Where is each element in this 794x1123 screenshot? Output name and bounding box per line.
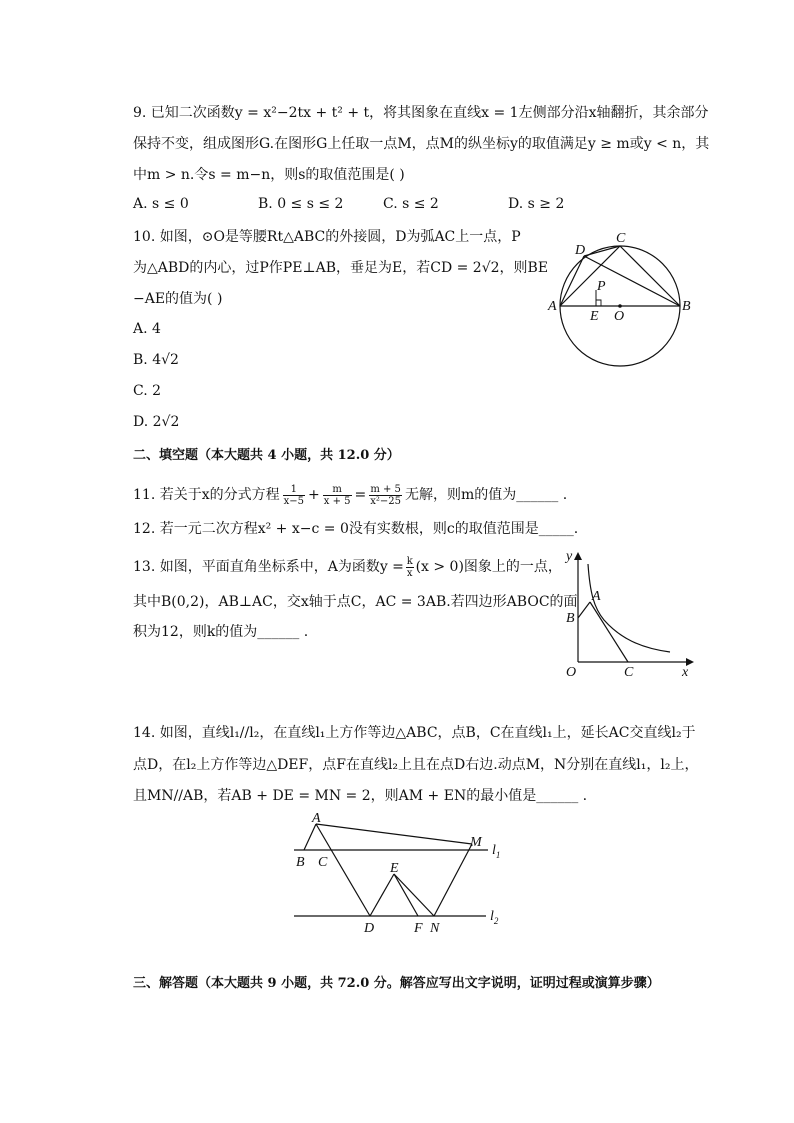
q13-label-a: A xyxy=(592,589,601,604)
q10-label-a: A xyxy=(548,299,557,314)
q13-coordinate-figure xyxy=(560,548,700,684)
q10-label-c: C xyxy=(616,231,626,246)
q10-option-c: C. 2 xyxy=(133,383,162,399)
q11-fraction-3-numerator: m + 5 xyxy=(370,483,401,495)
q10-line2: 为△ABD的内心，过P作PE⊥AB，垂足为E，若CD = 2√2，则BE xyxy=(133,260,549,276)
q12-line: 12. 若一元二次方程x² + x−c = 0没有实数根，则c的取值范围是_____. xyxy=(133,521,579,537)
q10-line1: 10. 如图，⊙O是等腰Rt△ABC的外接圆，D为弧AC上一点，P xyxy=(133,229,521,245)
q9-option-a: A. s ≤ 0 xyxy=(133,196,189,212)
q10-label-e: E xyxy=(590,309,599,324)
q13-prefix: 13. 如图，平面直角坐标系中，A为函数y = xyxy=(133,559,404,575)
q14-line1: 14. 如图，直线l₁//l₂，在直线l₁上方作等边△ABC，点B，C在直线l₁上，延长AC交直线l₂于 xyxy=(133,725,696,741)
q14-parallel-lines-figure xyxy=(288,808,508,938)
q14-label-d: D xyxy=(364,921,375,936)
q11-suffix: 无解，则m的值为______ . xyxy=(405,487,568,503)
q14-label-l1-base: l xyxy=(492,843,496,858)
q10-line3: −AE的值为( ) xyxy=(133,291,223,307)
q11-prefix: 11. 若关于x的分式方程 xyxy=(133,487,280,503)
q11-fraction-2-denominator: x + 5 xyxy=(323,495,351,507)
q11-plus: + xyxy=(308,487,320,503)
q10-option-b: B. 4√2 xyxy=(133,352,179,368)
q10-label-b: B xyxy=(682,299,691,314)
q14-line3: 且MN//AB，若AB + DE = MN = 2，则AM + EN的最小值是______ . xyxy=(133,788,588,804)
q9-line1: 9. 已知二次函数y = x²−2tx + t² + t，将其图象在直线x = 1左侧部分沿x轴翻折，其余部分 xyxy=(133,105,709,121)
q10-option-a: A. 4 xyxy=(133,321,161,337)
q11-fraction-1-denominator: x−5 xyxy=(283,495,305,507)
q13-fraction-denominator: x xyxy=(406,567,413,579)
q14-label-l2 xyxy=(490,909,499,926)
q11-fraction-2-numerator: m xyxy=(332,483,342,495)
q14-label-c: C xyxy=(318,855,328,870)
q10-label-o: O xyxy=(614,309,625,324)
q9-option-d: D. s ≥ 2 xyxy=(508,196,565,212)
q13-label-y: y xyxy=(566,549,573,564)
q13-label-o: O xyxy=(566,665,577,680)
q11-fraction-3 xyxy=(369,484,402,507)
q13-label-b: B xyxy=(566,611,575,626)
section-2-header: 二、填空题（本大题共 4 小题，共 12.0 分） xyxy=(133,448,400,463)
q13-label-x: x xyxy=(682,665,689,680)
q14-label-n: N xyxy=(430,921,440,936)
q9-option-b: B. 0 ≤ s ≤ 2 xyxy=(258,196,344,212)
q10-label-d: D xyxy=(575,243,586,258)
q9-line2: 保持不变，组成图形G.在图形G上任取一点M，点M的纵坐标y的取值满足y ≥ m或y < n，其 xyxy=(133,136,710,152)
q11-fraction-1 xyxy=(283,484,305,507)
q11-equals: = xyxy=(354,487,367,503)
q14-label-l1-subscript: 1 xyxy=(495,850,501,860)
q10-label-p: P xyxy=(597,279,606,294)
section-3-header: 三、解答题（本大题共 9 小题，共 72.0 分。解答应写出文字说明，证明过程或演算步骤） xyxy=(133,976,660,991)
q13-suffix: (x > 0)图象上的一点， xyxy=(415,559,562,575)
q11-fraction-1-numerator: 1 xyxy=(290,483,297,495)
q9-option-c: C. s ≤ 2 xyxy=(383,196,439,212)
q14-line2: 点D，在l₂上方作等边△DEF，点F在直线l₂上且在点D右边.动点M，N分别在直线l₁，l₂上， xyxy=(133,757,699,773)
q13-fraction-numerator: k xyxy=(406,555,413,567)
q11-fraction-3-denominator: x²−25 xyxy=(370,495,401,507)
q14-label-a: A xyxy=(312,811,321,826)
q14-label-l1 xyxy=(492,843,500,860)
q9-line3: 中m > n.令s = m−n，则s的取值范围是( ) xyxy=(133,167,405,183)
q14-label-b: B xyxy=(296,855,305,870)
q14-label-l2-base: l xyxy=(490,909,494,924)
q13-label-c: C xyxy=(624,665,634,680)
q10-option-d: D. 2√2 xyxy=(133,414,180,430)
q14-label-l2-subscript: 2 xyxy=(493,916,499,926)
q14-label-f: F xyxy=(414,921,423,936)
q13-line1 xyxy=(133,550,562,584)
q13-line3: 积为12，则k的值为______ . xyxy=(133,624,309,640)
q13-line2: 其中B(0,2)，AB⊥AC，交x轴于点C，AC = 3AB.若四边形ABOC的面 xyxy=(133,594,578,610)
q14-label-m: M xyxy=(470,835,482,850)
q10-circle-figure xyxy=(540,228,700,368)
q11-line xyxy=(133,478,567,512)
q11-fraction-2 xyxy=(323,484,352,507)
q13-fraction xyxy=(406,556,414,579)
q14-label-e: E xyxy=(390,861,399,876)
